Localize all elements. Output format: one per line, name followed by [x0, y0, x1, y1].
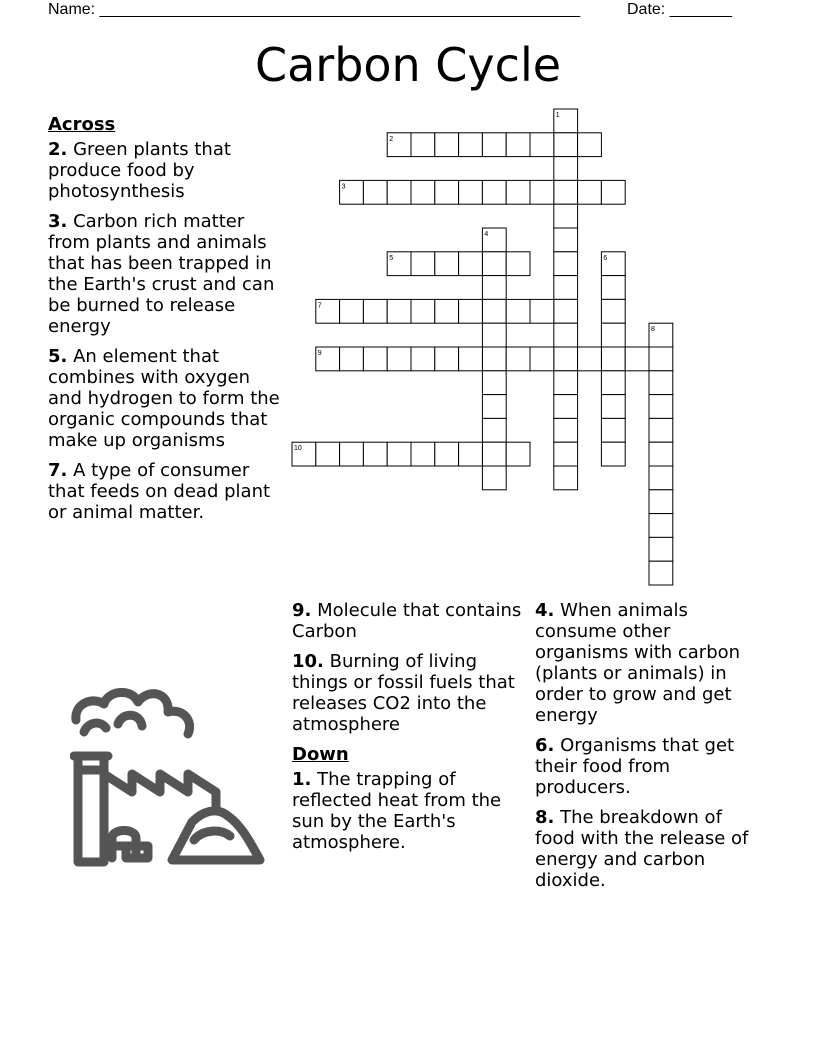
grid-cell[interactable]	[340, 299, 364, 323]
cell-number: 6	[603, 254, 608, 262]
grid-cell[interactable]	[578, 180, 602, 204]
grid-cell[interactable]	[340, 347, 364, 371]
grid-cell[interactable]	[506, 180, 530, 204]
across-heading: Across	[48, 114, 116, 135]
grid-cell[interactable]	[459, 133, 483, 157]
clue-across-7: 7. A type of consumer that feeds on dead plant or animal matter.	[48, 460, 271, 523]
grid-cell[interactable]	[387, 180, 411, 204]
grid-cell[interactable]	[482, 133, 506, 157]
grid-cell[interactable]	[601, 276, 625, 300]
grid-cell[interactable]	[435, 442, 459, 466]
grid-cell[interactable]	[554, 299, 578, 323]
grid-cell[interactable]	[649, 418, 673, 442]
grid-cell[interactable]	[506, 133, 530, 157]
grid-cell[interactable]	[411, 180, 435, 204]
cell-number: 9	[317, 350, 322, 357]
cell-number: 5	[389, 254, 394, 262]
name-label: Name:	[48, 1, 96, 18]
grid-cell[interactable]	[482, 418, 506, 442]
grid-cell[interactable]	[601, 371, 625, 395]
grid-cell[interactable]	[601, 323, 625, 347]
date-label: Date:	[627, 1, 666, 18]
clue-across-10: 10. Burning of living things or fossil fuels that releases CO2 into the atmosphere	[292, 651, 515, 735]
grid-cell[interactable]	[340, 442, 364, 466]
grid-cell[interactable]	[482, 323, 506, 347]
grid-cell[interactable]	[530, 299, 554, 323]
across-clues-col1	[48, 114, 284, 532]
grid-cell[interactable]	[363, 347, 387, 371]
grid-cell[interactable]	[554, 228, 578, 252]
grid-cell[interactable]	[554, 157, 578, 181]
clues-col2	[292, 600, 524, 862]
grid-cell[interactable]	[649, 395, 673, 419]
grid-cell[interactable]	[411, 133, 435, 157]
grid-cell[interactable]	[601, 442, 625, 466]
grid-cell[interactable]	[482, 252, 506, 276]
grid-cell[interactable]	[459, 442, 483, 466]
grid-cell[interactable]	[459, 347, 483, 371]
clue-down-6: 6. Organisms that get their food from producers.	[535, 735, 735, 798]
grid-cell[interactable]	[554, 204, 578, 228]
cell-number: 2	[389, 135, 394, 143]
grid-cell[interactable]	[482, 371, 506, 395]
grid-cell[interactable]	[459, 299, 483, 323]
grid-cell[interactable]	[316, 442, 340, 466]
grid-cell[interactable]	[554, 466, 578, 490]
name-blank: ______________________________________________________	[99, 1, 581, 18]
cell-number: 3	[341, 183, 346, 191]
grid-cell[interactable]	[482, 442, 506, 466]
grid-cell[interactable]	[554, 418, 578, 442]
cell-number: 7	[317, 302, 322, 310]
clue-across-9: 9. Molecule that contains Carbon	[292, 600, 522, 642]
grid-cell[interactable]	[554, 252, 578, 276]
grid-cell[interactable]	[554, 347, 578, 371]
grid-cell[interactable]	[482, 299, 506, 323]
clues-col3	[535, 600, 767, 900]
grid-cell[interactable]	[578, 347, 602, 371]
grid-cell[interactable]	[649, 561, 673, 585]
grid-cell[interactable]	[649, 347, 673, 371]
grid-cell[interactable]	[387, 347, 411, 371]
grid-cell[interactable]	[435, 299, 459, 323]
down-heading: Down	[292, 744, 349, 765]
grid-cell[interactable]	[649, 466, 673, 490]
grid-cell[interactable]	[554, 133, 578, 157]
grid-cell[interactable]	[601, 347, 625, 371]
cell-number: 8	[651, 326, 655, 334]
grid-cell[interactable]	[435, 133, 459, 157]
grid-cell[interactable]	[363, 299, 387, 323]
grid-cell[interactable]	[482, 466, 506, 490]
grid-cell[interactable]	[363, 180, 387, 204]
grid-cell[interactable]	[387, 299, 411, 323]
grid-cell[interactable]	[482, 395, 506, 419]
grid-cell[interactable]	[530, 133, 554, 157]
clue-down-8: 8. The breakdown of food with the release of energy and carbon dioxide.	[535, 807, 749, 891]
grid-cell[interactable]	[435, 180, 459, 204]
clue-down-1: 1. The trapping of reflected heat from the sun by the Earth's atmosphere.	[292, 769, 502, 853]
grid-cell[interactable]	[506, 299, 530, 323]
grid-cell[interactable]	[578, 133, 602, 157]
grid-cell[interactable]	[554, 276, 578, 300]
grid-cell[interactable]	[649, 371, 673, 395]
clue-across-3: 3. Carbon rich matter from plants and animals that has been trapped in the Earth's crust and can be burned to release energy	[48, 211, 275, 337]
clue-across-5: 5. An element that combines with oxygen and hydrogen to form the organic compounds that make up organisms	[48, 346, 280, 451]
page-title: Carbon Cycle	[254, 38, 562, 92]
grid-cell[interactable]	[411, 252, 435, 276]
grid-cell[interactable]	[601, 395, 625, 419]
grid-cell[interactable]	[435, 252, 459, 276]
grid-cell[interactable]	[554, 395, 578, 419]
grid-cell[interactable]	[601, 299, 625, 323]
grid-cell[interactable]	[411, 442, 435, 466]
grid-cell[interactable]	[601, 418, 625, 442]
grid-cell[interactable]	[554, 323, 578, 347]
clue-across-2: 2. Green plants that produce food by photosynthesis	[48, 139, 231, 202]
grid-cell[interactable]	[649, 490, 673, 514]
factory-pollution-icon	[70, 682, 265, 870]
cell-number: 4	[484, 231, 489, 238]
grid-cell[interactable]	[649, 442, 673, 466]
grid-cell[interactable]	[554, 442, 578, 466]
grid-cell[interactable]	[459, 180, 483, 204]
grid-cell[interactable]	[506, 347, 530, 371]
grid-cell[interactable]	[435, 347, 459, 371]
grid-cell[interactable]	[411, 347, 435, 371]
grid-cell[interactable]	[387, 442, 411, 466]
grid-cell[interactable]	[482, 180, 506, 204]
grid-cell[interactable]	[530, 347, 554, 371]
grid-cell[interactable]	[625, 347, 649, 371]
grid-cell[interactable]	[482, 347, 506, 371]
grid-cell[interactable]	[554, 180, 578, 204]
grid-cell[interactable]	[649, 514, 673, 538]
grid-cell[interactable]	[482, 276, 506, 300]
grid-cell[interactable]	[530, 180, 554, 204]
grid-cell[interactable]	[459, 252, 483, 276]
grid-cell[interactable]	[649, 537, 673, 561]
grid-cell[interactable]	[363, 442, 387, 466]
grid-cell[interactable]	[506, 442, 530, 466]
clue-down-4: 4. When animals consume other organisms with carbon (plants or animals) in order to grow and get energy	[535, 600, 741, 726]
grid-cell[interactable]	[554, 371, 578, 395]
grid-cell[interactable]	[601, 180, 625, 204]
cell-number: 1	[555, 112, 560, 119]
date-blank: _______	[669, 1, 732, 18]
grid-cell[interactable]	[411, 299, 435, 323]
grid-cell[interactable]	[506, 252, 530, 276]
cell-number: 10	[294, 445, 302, 453]
